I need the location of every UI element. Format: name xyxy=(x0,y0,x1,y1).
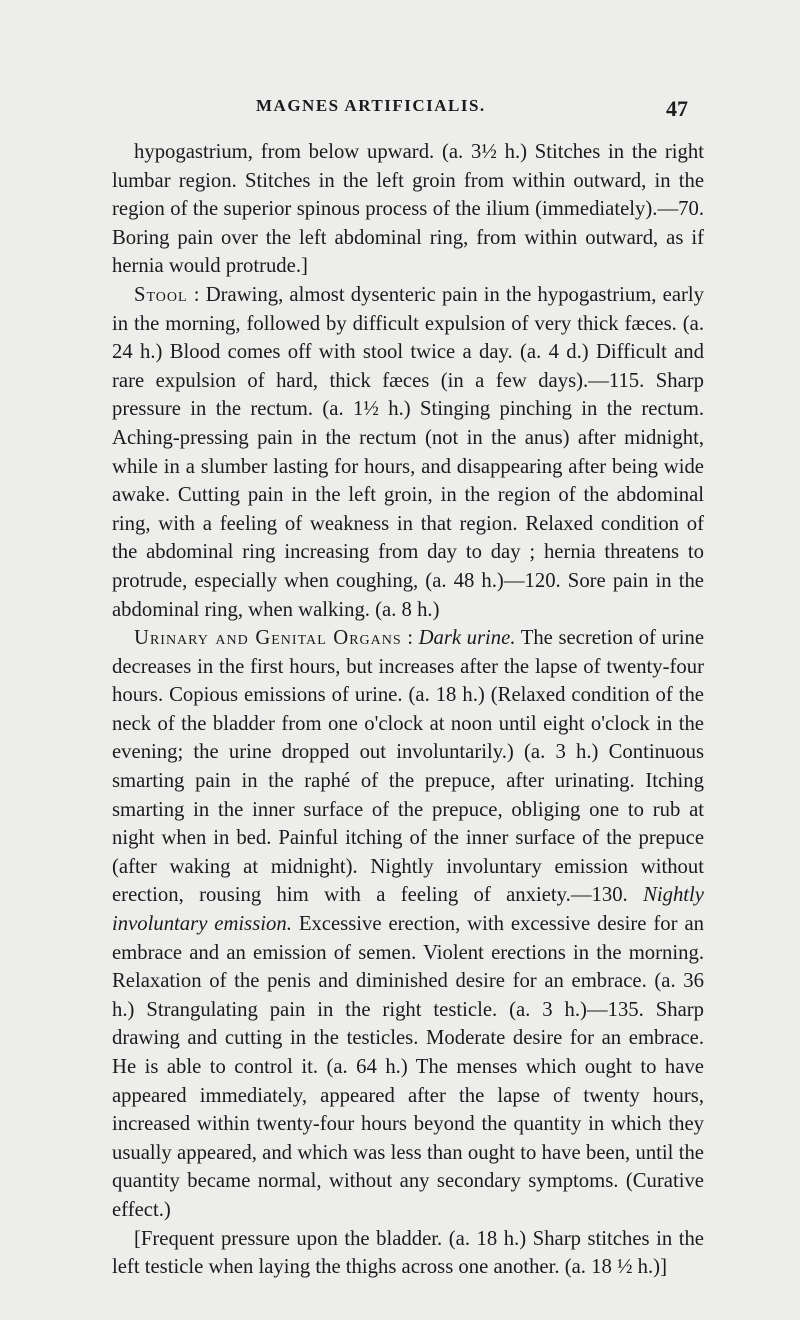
paragraph-hypogastrium-continued xyxy=(112,138,704,281)
running-head xyxy=(0,94,800,128)
text-run: hypogastrium, from below upward. (a. 3½ h.) Stitches in the right lumbar region. Stitches in the left groin from within outward, in the region of the superior spinous process of the ilium (immediately).—70. Boring pain over the left abdominal ring, from within outward, as if hernia would protrude.] xyxy=(112,141,704,278)
paragraph-stool xyxy=(112,281,704,624)
italic-symptom: Dark urine. xyxy=(418,627,516,650)
body-text xyxy=(112,138,704,1282)
italic-symptom: Nightly involuntary emission. xyxy=(112,884,704,936)
running-title: MAGNES ARTIFICIALIS. xyxy=(256,96,486,115)
text-run: The secretion of urine decreases in the first hours, but increases after the lapse of twenty-four hours. Copious emissions of urine. (a. 18 h.) (Relaxed condition of the neck of the bladder from one o'clock at noon until eight o'clock in the evening; the urine dropped out involuntarily.) (a. 3 h.) Continuous smarting pain in the raphé of the prepuce, after urinating. Itching smarting in the inner surface of the prepuce, obliging one to rub at night when in bed. Painful itching of the inner surface of the prepuce (after waking at midnight). Nightly involuntary emission without erection, rousing him with a feeling of anxiety.—130. xyxy=(112,627,705,907)
text-run: [Frequent pressure upon the bladder. (a. 18 h.) Sharp stitches in the left testicle when laying the thighs across one another. (a. 18 ½ h.)] xyxy=(112,1227,704,1279)
section-heading-stool: Stool xyxy=(134,283,188,306)
paragraph-bladder-note xyxy=(112,1225,704,1282)
text-run: Excessive erection, with excessive desire for an embrace and an emission of semen. Violent erections in the morning. Relaxation of the penis and diminished desire for an embrace. (a. 36 h.) Strangulating pain in the right testicle. (a. 3 h.)—135. Sharp drawing and cutting in the testicles. Moderate desire for an embrace. He is able to control it. (a. 64 h.) The menses which ought to have appeared immediately, appeared after the lapse of twenty hours, increased within twenty-four hours beyond the quantity in which they usually appeared, and which was less than ought to have been, until the quantity became normal, without any secondary symptoms. (Curative effect.) xyxy=(112,913,704,1221)
text-run: : xyxy=(401,627,419,650)
text-run: : Drawing, almost dysenteric pain in the hypogastrium, early in the morning, followed by difficult expulsion of very thick fæces. (a. 24 h.) Blood comes off with stool twice a day. (a. 4 d.) Difficult and rare expulsion of hard, thick fæces (in a few days).—115. Sharp pressure in the rectum. (a. 1½ h.) Stinging pinching in the rectum. Aching-pressing pain in the rectum (not in the anus) after midnight, while in a slumber lasting for hours, and disappearing after being wide awake. Cutting pain in the left groin, in the region of the abdominal ring, with a feeling of weakness in that region. Relaxed condition of the abdominal ring increasing from day to day ; hernia threatens to protrude, especially when coughing, (a. 48 h.)—120. Sore pain in the abdominal ring, when walking. (a. 8 h.) xyxy=(112,283,704,621)
section-heading-urinary-genital: Urinary and Genital Organs xyxy=(134,627,402,650)
paragraph-urinary-genital xyxy=(112,624,704,1224)
page-number: 47 xyxy=(666,96,688,121)
